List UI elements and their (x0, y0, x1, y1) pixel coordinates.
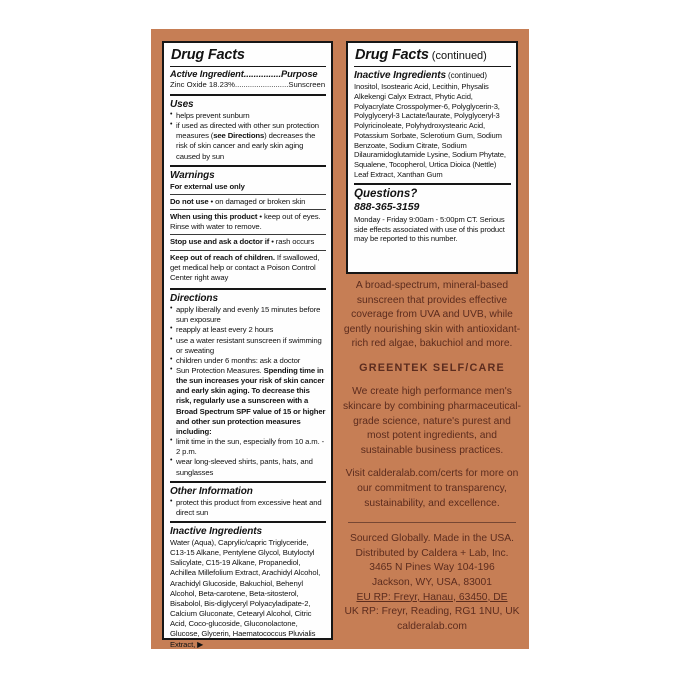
footer-line-website: calderalab.com (397, 620, 467, 632)
directions-bullet-text: Sun Protection Measures. (176, 365, 264, 375)
warnings-section (170, 165, 326, 288)
warning-keep-out-of-reach (170, 250, 326, 285)
uses-bullet (170, 121, 326, 162)
directions-bullet (170, 437, 326, 457)
inactive-continued-title-italic: Inactive Ingredients (354, 70, 446, 81)
directions-title: Directions (170, 293, 218, 305)
active-ingredient-header: Active Ingredient...............Purpose (170, 69, 318, 79)
continued-arrow-icon: ▶ (197, 639, 204, 649)
sun-protection-warning: Spending time in the sun increases your risk of skin cancer and early skin aging. To decrease this risk, regularly use a sunscreen with a Broad Spectrum SPF value of 15 or higher and other sun protection measures including: (176, 365, 326, 436)
footer-line-sourcing: Sourced Globally. Made in the USA. (349, 533, 515, 545)
uses-bullet-text: ) decreases the risk of skin cancer and early skin aging caused by sun (176, 131, 316, 161)
warning-lead: Stop use and ask a doctor if (170, 237, 270, 247)
brand-copy-block (342, 279, 522, 635)
footer-line-street: 3465 N Pines Way 104-196 (369, 562, 495, 574)
drug-facts-continued-title-italic: Drug Facts (355, 47, 429, 63)
directions-bullet (170, 325, 326, 335)
inactive-ingredients-title: Inactive Ingredients (170, 526, 262, 537)
continued-suffix: (continued) (445, 71, 487, 80)
questions-hours-text: Monday - Friday 9:00am - 5:00pm CT. Serious side effects associated with use of this product may be reported to this number. (354, 214, 505, 244)
uses-title: Uses (170, 99, 194, 110)
directions-bullet-text: reapply at least every 2 hours (176, 325, 274, 335)
directions-bullet-text: apply liberally and evenly 15 minutes before sun exposure (176, 305, 321, 325)
warning-text: • keep out of eyes. Rinse with water to remove. (170, 212, 321, 232)
directions-bullet-text: use a water resistant sunscreen if swimming or sweating (176, 335, 322, 355)
warning-text: If swallowed, get medical help or contact a Poison Control Center right away (170, 252, 320, 282)
footer-line-city: Jackson, WY, USA, 83001 (371, 577, 492, 589)
product-back-label (151, 29, 529, 649)
directions-bullet (170, 336, 326, 356)
warning-when-using (170, 209, 326, 234)
footer-line-distributor: Distributed by Caldera + Lab, Inc. (355, 547, 509, 559)
drug-facts-title: Drug Facts (170, 45, 326, 67)
other-information-bullet (170, 498, 326, 518)
questions-phone-number: 888-365-3159 (354, 200, 420, 213)
directions-bullet-text: children under 6 months: ask a doctor (176, 355, 301, 365)
drug-facts-continued-title (354, 45, 511, 67)
warning-lead: Keep out of reach of children. (170, 252, 275, 262)
product-description: A broad-spectrum, mineral-based sunscreen that provides effective coverage from UVA and UVB, while gently nourishing skin with antioxidant-rich red algae, bakuchiol and more. (343, 280, 521, 350)
warnings-title: Warnings (170, 169, 215, 181)
uses-section (170, 94, 326, 165)
uses-bullet-text: helps prevent sunburn (176, 111, 250, 120)
directions-bullet-text: wear long-sleeved shirts, pants, hats, and sunglasses (176, 457, 313, 477)
active-ingredient-row: Zinc Oxide 18.23%.........................Sunscreen (170, 80, 326, 89)
certs-note: Visit calderalab.com/certs for more on our commitment to transparency, sustainability, and excellence. (345, 468, 519, 509)
directions-bullet (170, 356, 326, 366)
active-ingredient-section (170, 67, 326, 94)
brand-mission: We create high performance men's skincare by combining pharmaceutical-grade science, nature's purest and most potent ingredients, and sustainable business practices. (343, 386, 521, 456)
inactive-ingredients-section (170, 521, 326, 653)
other-information-text: protect this product from excessive heat and direct sun (176, 497, 322, 517)
directions-bullet (170, 305, 326, 325)
see-directions-ref: see Directions (213, 131, 265, 141)
inactive-ingredients-continued-section (354, 67, 511, 183)
footer-line-uk-rp: UK RP: Freyr, Reading, RG1 1NU, UK (344, 606, 520, 618)
directions-bullet (170, 457, 326, 477)
other-information-title: Other Information (170, 485, 253, 497)
footer-line-eu-rp: EU RP: Freyr, Hanau, 63450, DE (356, 591, 508, 603)
warning-lead: Do not use (170, 196, 209, 206)
inactive-ingredients-text (170, 538, 326, 650)
questions-section (354, 183, 511, 247)
warning-lead: When using this product (170, 212, 258, 222)
warning-text: • on damaged or broken skin (208, 196, 306, 206)
warning-text: • rash occurs (269, 237, 315, 247)
drug-facts-continued-panel (346, 41, 518, 274)
warning-external-use: For external use only (170, 181, 245, 191)
directions-bullet-sun-protection (170, 366, 326, 437)
directions-bullet-text: limit time in the sun, especially from 10 a.m. - 2 p.m. (176, 437, 325, 457)
questions-title: Questions? (354, 187, 418, 200)
directions-section (170, 288, 326, 481)
uses-bullet-text: if used as directed with other sun protection measures ( (176, 121, 319, 141)
other-information-section (170, 481, 326, 521)
inactive-ingredients-list: Water (Aqua), Caprylic/capric Triglyceride, C13-15 Alkane, Pentylene Glycol, Butyloctyl Salicylate, C15-19 Alkane, Propanediol, Achillea Millefolium Extract, Arachidyl Alcohol, Arachidyl Glucoside, Bakuchiol, Behenyl Alcohol, Beta-carotene, Beta-sitosterol, Bisabolol, Bis-diglyceryl Polyacyladipate-2, Calcium Gluconate, Cetearyl Alcohol, Citric Acid, Coco-glucoside, Gluconolactone, Glucose, Glycerin, Haematococcus Pluvialis Extract, (170, 538, 321, 649)
distributor-address-block (342, 532, 522, 634)
inactive-ingredients-continued-title (354, 69, 511, 82)
footer-divider (348, 522, 516, 523)
continued-suffix: (continued) (428, 50, 487, 62)
warning-stop-use (170, 234, 326, 249)
inactive-ingredients-continued-text: Inositol, Isostearic Acid, Lecithin, Physalis Alkekengi Calyx Extract, Phytic Acid, Polyacrylate Crosspolymer-6, Polyglycerin-3, Polyglyceryl-3 Lactate/laurate, Polyglyceryl-3 Polyricinoleate, Polyhydroxystearic Acid, Potassium Sorbate, Sclerotium Gum, Sodium Benzoate, Sodium Citrate, Sodium Dilauramidoglutamide Lysine, Sodium Phytate, Squalene, Tocopherol, Urtica Dioica (Nettle) Leaf Extract, Xanthan Gum (354, 82, 506, 180)
uses-bullet (170, 111, 326, 121)
warning-do-not-use (170, 194, 326, 209)
brand-heading: GREENTEK SELF/CARE (359, 362, 505, 375)
drug-facts-panel (162, 41, 333, 649)
